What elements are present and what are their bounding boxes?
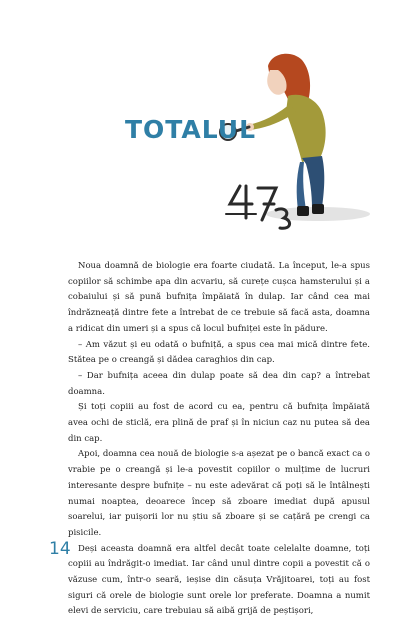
- girl-boot-left: [297, 206, 309, 216]
- chapter-number-art: [226, 186, 290, 228]
- body-text: [68, 259, 370, 620]
- chapter-title: TOTALUL: [125, 115, 257, 144]
- girl-figure: [246, 54, 326, 216]
- paragraph: Deși aceasta doamnă era altfel decât toate celelalte doamne, toți copiii au îndrăgit-o imediat. Iar când unul dintre copii a povestit că o văzuse cum, într-o seară, ieșise din căsuța Vrăjitoarei, toți au fost siguri că orele de biologie sunt orele lor preferate. Doamna a numit elevi de serviciu, care trebuiau să aibă grijă de peștișori,: [68, 543, 370, 617]
- page-number: 14: [49, 539, 71, 559]
- paragraph: – Am văzut și eu odată o bufniță, a spus cea mai mică dintre fete. Stătea pe o creangă și dădea caraghios din cap.: [68, 339, 370, 366]
- girl-jeans: [302, 156, 324, 208]
- paragraph: Noua doamnă de biologie era foarte ciudată. La început, le-a spus copiilor să schimbe apa din acvariu, să curețe cușca hamsterului și a cobaiului și să pună bufnița împăiată în dulap. Iar când cea mai îndrăzneață dintre fete a întrebat de ce trebuie să facă asta, doamna a ridicat din umeri și a spus că locul bufniței este în pădure.: [68, 261, 370, 334]
- paragraph: Și toți copiii au fost de acord cu ea, pentru că bufnița împăiată avea ochi de sticlă, era plină de praf și în niciun caz nu putea să dea din cap.: [68, 402, 370, 444]
- girl-boot-right: [312, 204, 324, 214]
- girl-jeans-leg: [297, 162, 306, 210]
- paragraph: – Dar bufnița aceea din dulap poate să dea din cap? a întrebat doamna.: [68, 370, 370, 397]
- girl-sweater: [286, 95, 326, 162]
- paragraph: Apoi, doamna cea nouă de biologie s-a așezat pe o bancă exact ca o vrabie pe o creangă și le-a povestit copiilor o mulțime de lucruri interesante despre bufnițe – nu este adevărat că poți să le întâlnești numai noaptea, deoarece încep să zboare imediat după apusul soarelui, iar puișorii lor nu știu să zboare și se cațără pe crengi ca pisicile.: [68, 449, 370, 538]
